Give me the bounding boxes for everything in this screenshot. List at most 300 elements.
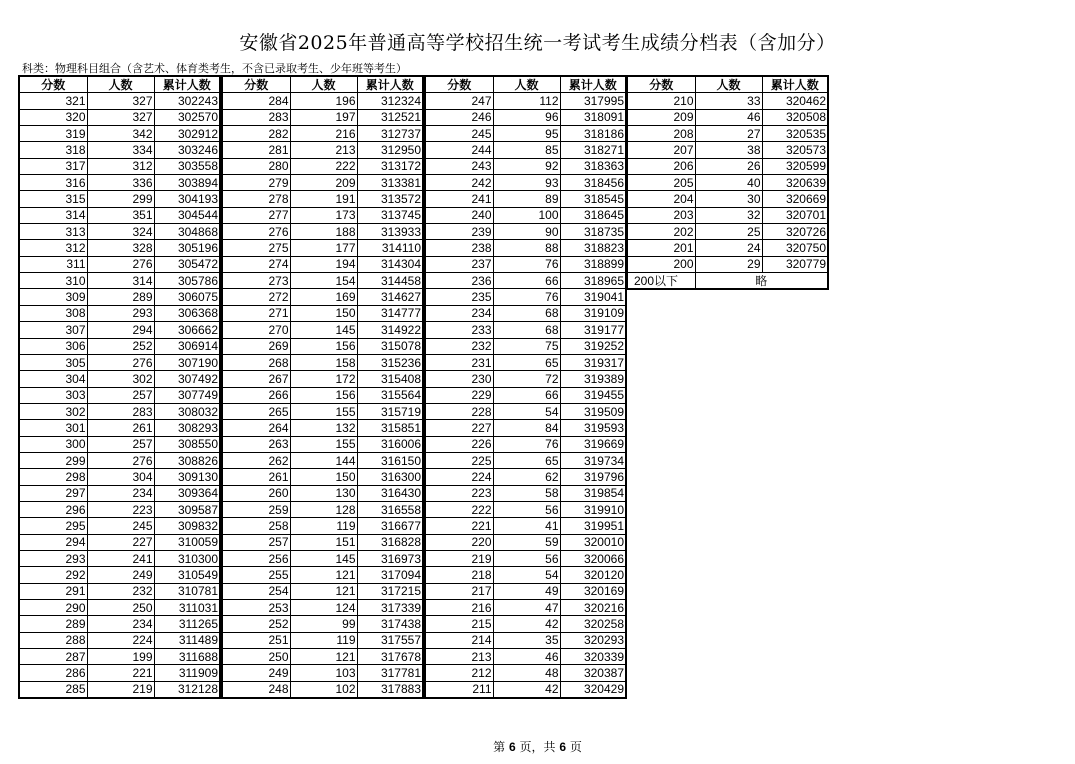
cumulative-cell: 313381 [357,175,423,191]
cumulative-cell: 312737 [357,126,423,142]
cumulative-cell: 312950 [357,142,423,158]
score-cell: 254 [222,583,290,599]
score-cell: 227 [425,420,493,436]
count-cell: 145 [290,550,357,566]
cumulative-cell: 319509 [560,403,626,419]
cumulative-cell: 308550 [154,436,220,452]
table-row [222,191,423,207]
table-row [222,175,423,191]
header-score: 分数 [222,76,290,93]
cumulative-cell: 317678 [357,649,423,665]
table-row [425,632,626,648]
cumulative-cell: 319910 [560,501,626,517]
table-row [222,534,423,550]
score-cell: 262 [222,452,290,468]
score-cell: 215 [425,616,493,632]
count-cell: 65 [493,354,560,370]
cumulative-cell: 315078 [357,338,423,354]
table-row [19,600,220,616]
table-row [222,583,423,599]
cumulative-cell: 307190 [154,354,220,370]
count-cell: 100 [493,207,560,223]
score-cell: 306 [19,338,87,354]
score-cell: 202 [627,224,695,240]
score-cell: 237 [425,256,493,272]
count-cell: 216 [290,126,357,142]
score-cell: 265 [222,403,290,419]
score-cell: 279 [222,175,290,191]
table-row [19,665,220,681]
score-cell: 233 [425,322,493,338]
table-row [19,224,220,240]
score-cell: 258 [222,518,290,534]
table-row [425,567,626,583]
score-cell: 260 [222,485,290,501]
subject-category: 科类：物理科目组合（含艺术、体育类考生，不含已录取考生、少年班等考生） [22,62,407,75]
score-cell: 277 [222,207,290,223]
count-cell: 194 [290,256,357,272]
table-row [627,224,828,240]
count-cell: 276 [87,452,154,468]
table-row [425,665,626,681]
count-cell: 75 [493,338,560,354]
count-cell: 38 [695,142,762,158]
count-cell: 241 [87,550,154,566]
table-row [222,273,423,289]
cumulative-cell: 318735 [560,224,626,240]
score-cell: 316 [19,175,87,191]
cumulative-cell: 311909 [154,665,220,681]
count-cell: 102 [290,681,357,698]
cumulative-cell: 315236 [357,354,423,370]
count-cell: 299 [87,191,154,207]
footer-prefix: 第 [493,740,509,754]
cumulative-cell: 318645 [560,207,626,223]
cumulative-cell: 314777 [357,305,423,321]
cumulative-cell: 311688 [154,649,220,665]
cumulative-cell: 318363 [560,158,626,174]
cumulative-cell: 319041 [560,289,626,305]
score-cell: 247 [425,93,493,109]
score-cell: 232 [425,338,493,354]
table-row [222,403,423,419]
cumulative-cell: 313172 [357,158,423,174]
table-row [425,436,626,452]
cumulative-cell: 314110 [357,240,423,256]
table-row [19,583,220,599]
score-cell: 205 [627,175,695,191]
table-row [19,354,220,370]
table-row [222,681,423,698]
table-row [19,403,220,419]
table-row [425,452,626,468]
table-row [222,469,423,485]
cumulative-cell: 307492 [154,371,220,387]
count-cell: 324 [87,224,154,240]
cumulative-cell: 308032 [154,403,220,419]
count-cell: 276 [87,354,154,370]
score-cell: 240 [425,207,493,223]
cumulative-cell: 312521 [357,109,423,125]
count-cell: 30 [695,191,762,207]
cumulative-cell: 318823 [560,240,626,256]
table-row [425,322,626,338]
count-cell: 58 [493,485,560,501]
cumulative-cell: 303558 [154,158,220,174]
table-row [425,649,626,665]
score-cell: 242 [425,175,493,191]
count-cell: 26 [695,158,762,174]
score-cell: 304 [19,371,87,387]
table-row [19,501,220,517]
count-cell: 66 [493,273,560,289]
cumulative-cell: 320293 [560,632,626,648]
score-cell: 243 [425,158,493,174]
table-row [222,485,423,501]
cumulative-cell: 316973 [357,550,423,566]
score-cell: 291 [19,583,87,599]
count-cell: 293 [87,305,154,321]
table-row [19,632,220,648]
count-cell: 261 [87,420,154,436]
footer-middle: 页，共 [515,740,560,754]
omitted-note-cell: 略 [695,273,828,290]
score-cell: 226 [425,436,493,452]
header-count: 人数 [290,76,357,93]
score-cell: 292 [19,567,87,583]
count-cell: 48 [493,665,560,681]
footer-total-pages: 6 [559,740,566,754]
count-cell: 342 [87,126,154,142]
score-cell: 204 [627,191,695,207]
table-row [222,632,423,648]
cumulative-cell: 311031 [154,600,220,616]
score-cell: 315 [19,191,87,207]
cumulative-cell: 308293 [154,420,220,436]
score-cell: 213 [425,649,493,665]
score-cell: 301 [19,420,87,436]
header-score: 分数 [627,76,695,93]
table-row [222,665,423,681]
count-cell: 33 [695,93,762,109]
table-row [425,534,626,550]
header-cumulative: 累计人数 [154,76,220,93]
cumulative-cell: 314458 [357,273,423,289]
table-row [425,93,626,109]
cumulative-cell: 319455 [560,387,626,403]
cumulative-cell: 320339 [560,649,626,665]
score-cell: 297 [19,485,87,501]
cumulative-cell: 316150 [357,452,423,468]
count-cell: 222 [290,158,357,174]
score-cell: 218 [425,567,493,583]
cumulative-cell: 306075 [154,289,220,305]
cumulative-cell: 315719 [357,403,423,419]
table-row [222,550,423,566]
table-row [19,207,220,223]
score-cell: 318 [19,142,87,158]
score-cell: 313 [19,224,87,240]
table-row [425,207,626,223]
table-row [627,191,828,207]
count-cell: 27 [695,126,762,142]
header-cumulative: 累计人数 [560,76,626,93]
table-row [627,240,828,256]
score-cell: 208 [627,126,695,142]
score-cell: 283 [222,109,290,125]
table-row [425,142,626,158]
score-cell: 287 [19,649,87,665]
score-cell: 314 [19,207,87,223]
table-row [19,649,220,665]
score-cell: 317 [19,158,87,174]
count-cell: 132 [290,420,357,436]
cumulative-cell: 317215 [357,583,423,599]
score-cell: 289 [19,616,87,632]
header-score: 分数 [425,76,493,93]
count-cell: 103 [290,665,357,681]
header-cumulative: 累计人数 [357,76,423,93]
cumulative-cell: 316558 [357,501,423,517]
score-cell: 267 [222,371,290,387]
table-row [627,256,828,272]
score-cell: 235 [425,289,493,305]
score-cell: 320 [19,109,87,125]
cumulative-cell: 320599 [762,158,828,174]
table-row [19,142,220,158]
cumulative-cell: 304868 [154,224,220,240]
table-row [222,600,423,616]
table-row [222,126,423,142]
table-row [19,158,220,174]
score-cell: 216 [425,600,493,616]
score-cell: 295 [19,518,87,534]
score-cell: 278 [222,191,290,207]
count-cell: 95 [493,126,560,142]
cumulative-cell: 319109 [560,305,626,321]
count-cell: 209 [290,175,357,191]
score-cell: 207 [627,142,695,158]
count-cell: 283 [87,403,154,419]
count-cell: 158 [290,354,357,370]
score-cell: 223 [425,485,493,501]
table-row [222,322,423,338]
table-row [222,142,423,158]
cumulative-cell: 302570 [154,109,220,125]
score-cell: 270 [222,322,290,338]
count-cell: 42 [493,616,560,632]
count-cell: 85 [493,142,560,158]
table-row [19,93,220,109]
count-cell: 29 [695,256,762,272]
score-table-block-4 [626,75,829,290]
score-cell: 222 [425,501,493,517]
score-cell: 298 [19,469,87,485]
count-cell: 145 [290,322,357,338]
count-cell: 314 [87,273,154,289]
cumulative-cell: 318186 [560,126,626,142]
table-row [425,338,626,354]
score-cell: 303 [19,387,87,403]
score-cell: 255 [222,567,290,583]
score-cell: 281 [222,142,290,158]
cumulative-cell: 319593 [560,420,626,436]
count-cell: 99 [290,616,357,632]
count-cell: 121 [290,567,357,583]
score-cell: 273 [222,273,290,289]
count-cell: 252 [87,338,154,354]
count-cell: 234 [87,616,154,632]
score-cell: 282 [222,126,290,142]
count-cell: 56 [493,501,560,517]
score-cell: 300 [19,436,87,452]
score-cell: 284 [222,93,290,109]
table-row [19,616,220,632]
cumulative-cell: 305196 [154,240,220,256]
table-row [19,485,220,501]
cumulative-cell: 316677 [357,518,423,534]
count-cell: 40 [695,175,762,191]
count-cell: 59 [493,534,560,550]
score-cell: 250 [222,649,290,665]
score-cell: 201 [627,240,695,256]
score-cell: 212 [425,665,493,681]
count-cell: 121 [290,583,357,599]
table-row [19,469,220,485]
table-row [19,518,220,534]
count-cell: 124 [290,600,357,616]
score-table-block-2 [221,75,424,699]
count-cell: 328 [87,240,154,256]
score-cell: 241 [425,191,493,207]
score-cell: 305 [19,354,87,370]
cumulative-cell: 309832 [154,518,220,534]
score-cell: 302 [19,403,87,419]
cumulative-cell: 320573 [762,142,828,158]
count-cell: 199 [87,649,154,665]
score-cell: 264 [222,420,290,436]
score-cell: 245 [425,126,493,142]
table-row [222,420,423,436]
cumulative-cell: 317557 [357,632,423,648]
score-cell: 251 [222,632,290,648]
count-cell: 249 [87,567,154,583]
cumulative-cell: 319734 [560,452,626,468]
header-count: 人数 [87,76,154,93]
count-cell: 156 [290,338,357,354]
count-cell: 257 [87,436,154,452]
score-cell: 229 [425,387,493,403]
count-cell: 144 [290,452,357,468]
score-cell: 221 [425,518,493,534]
count-cell: 188 [290,224,357,240]
count-cell: 42 [493,681,560,698]
table-row [19,550,220,566]
header-count: 人数 [493,76,560,93]
count-cell: 172 [290,371,357,387]
table-row [19,371,220,387]
score-cell: 209 [627,109,695,125]
table-row [19,436,220,452]
count-cell: 47 [493,600,560,616]
table-row [425,240,626,256]
cumulative-cell: 311489 [154,632,220,648]
score-cell: 238 [425,240,493,256]
cumulative-cell: 302243 [154,93,220,109]
table-row [425,403,626,419]
score-cell: 244 [425,142,493,158]
score-table-block-3 [424,75,627,699]
table-row [19,322,220,338]
count-cell: 227 [87,534,154,550]
cumulative-cell: 311265 [154,616,220,632]
score-cell: 211 [425,681,493,698]
count-cell: 276 [87,256,154,272]
count-cell: 62 [493,469,560,485]
table-row [222,289,423,305]
count-cell: 46 [493,649,560,665]
count-cell: 155 [290,436,357,452]
footer-page-number: 6 [508,740,516,754]
table-row [222,518,423,534]
table-row [425,109,626,125]
count-cell: 312 [87,158,154,174]
table-row [425,175,626,191]
table-row [425,354,626,370]
count-cell: 119 [290,518,357,534]
table-row [425,550,626,566]
cumulative-cell: 306662 [154,322,220,338]
cumulative-cell: 305786 [154,273,220,289]
score-cell: 307 [19,322,87,338]
count-cell: 68 [493,322,560,338]
count-cell: 219 [87,681,154,698]
score-cell: 280 [222,158,290,174]
cumulative-cell: 319317 [560,354,626,370]
table-row [425,681,626,698]
table-row [627,109,828,125]
cumulative-cell: 318456 [560,175,626,191]
cumulative-cell: 320669 [762,191,828,207]
cumulative-cell: 303894 [154,175,220,191]
score-table-block-1 [18,75,221,699]
count-cell: 223 [87,501,154,517]
page-footer [0,738,1075,755]
count-cell: 130 [290,485,357,501]
cumulative-cell: 320429 [560,681,626,698]
cumulative-cell: 310300 [154,550,220,566]
below-score-cell: 200以下 [627,273,695,290]
cumulative-cell: 315851 [357,420,423,436]
count-cell: 156 [290,387,357,403]
score-cell: 257 [222,534,290,550]
cumulative-cell: 316828 [357,534,423,550]
table-row [425,518,626,534]
count-cell: 197 [290,109,357,125]
count-cell: 119 [290,632,357,648]
count-cell: 54 [493,403,560,419]
cumulative-cell: 304544 [154,207,220,223]
count-cell: 76 [493,436,560,452]
count-cell: 289 [87,289,154,305]
count-cell: 294 [87,322,154,338]
score-cell: 274 [222,256,290,272]
score-cell: 214 [425,632,493,648]
count-cell: 88 [493,240,560,256]
cumulative-cell: 314304 [357,256,423,272]
count-cell: 32 [695,207,762,223]
cumulative-cell: 307749 [154,387,220,403]
